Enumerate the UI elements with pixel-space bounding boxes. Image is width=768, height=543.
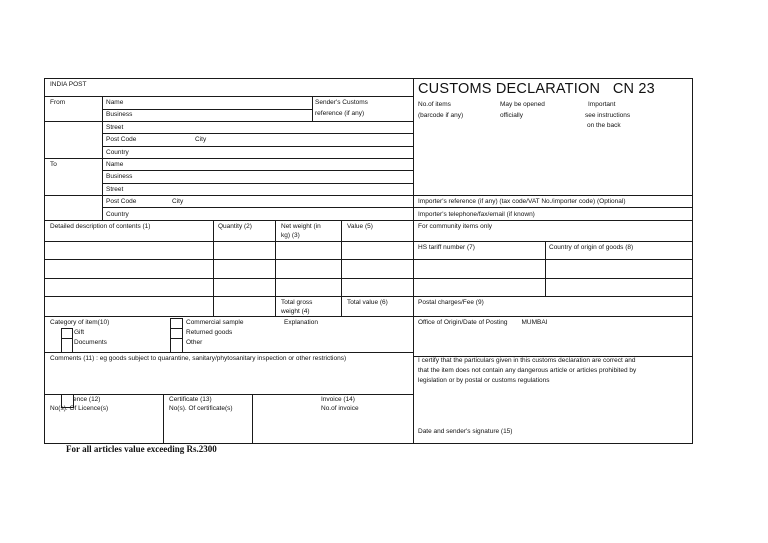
frame-top [44, 78, 693, 79]
certify-line1: I certify that the particulars given in this customs declaration are correct and [418, 357, 636, 364]
from-name-field[interactable]: Name [106, 99, 124, 106]
certify-line2: that the item does not contain any dangerous article or articles prohibited by [418, 367, 637, 374]
description-header: Detailed description of contents (1) [50, 223, 151, 230]
gift-label: Gift [74, 329, 85, 336]
postal-charges: Postal charges/Fee (9) [418, 299, 484, 306]
from-country-field[interactable]: Country [106, 149, 129, 156]
rule [102, 183, 414, 184]
to-street-field[interactable]: Street [106, 186, 124, 193]
no-items-label: No.of items [418, 101, 451, 108]
total-gross-2: weight (4) [281, 308, 310, 315]
total-gross-1: Total gross [281, 299, 313, 306]
form-title [418, 81, 655, 97]
see-instructions-label: see instructions [585, 112, 631, 119]
rule [252, 394, 253, 444]
rule [44, 352, 414, 353]
rule [102, 207, 414, 208]
footer-note: For all articles value exceeding Rs.2300 [66, 444, 217, 454]
documents-checkbox[interactable] [61, 338, 73, 353]
certify-line3: legislation or by postal or customs regulations [418, 377, 550, 384]
invoice-no-label: No.of invoice [321, 405, 359, 412]
rule [44, 121, 414, 122]
may-be-opened-label: May be opened [500, 101, 545, 108]
rule [341, 220, 342, 316]
quantity-header: Quantity (2) [218, 223, 252, 230]
to-name-field[interactable]: Name [106, 161, 124, 168]
rule [545, 241, 546, 296]
rule [413, 195, 693, 196]
value-header: Value (5) [347, 223, 373, 230]
on-the-back-label: on the back [587, 122, 621, 129]
barcode-label: (barcode if any) [418, 112, 464, 119]
rule [44, 278, 693, 279]
office-origin-value: MUMBAI [521, 319, 548, 326]
total-value: Total value (6) [347, 299, 388, 306]
invoice-label: Invoice (14) [321, 396, 355, 403]
returned-goods-label: Returned goods [186, 329, 233, 336]
rule [102, 96, 103, 220]
officially-label: officially [500, 112, 524, 119]
from-postcode-field[interactable]: Post Code [106, 136, 137, 143]
rule [275, 220, 276, 316]
category-label: Category of item(10) [50, 319, 110, 326]
signature-label: Date and sender's signature (15) [418, 428, 513, 435]
rule [44, 195, 414, 196]
rule [102, 146, 414, 147]
form-title-text: CUSTOMS DECLARATION [418, 81, 601, 97]
rule [44, 316, 693, 317]
certificate-no-label: No(s). Of certificate(s) [169, 405, 233, 412]
licence-label: ence (12) [73, 396, 101, 403]
frame-right [692, 78, 693, 444]
from-street-field[interactable]: Street [106, 124, 124, 131]
country-origin-header: Country of origin of goods (8) [549, 244, 634, 251]
community-items: For community items only [418, 223, 493, 230]
licence-no-label: No(s). Of Licence(s) [50, 405, 109, 412]
rule [102, 109, 312, 110]
certificate-label: Certificate (13) [169, 396, 212, 403]
other-checkbox[interactable] [170, 338, 183, 353]
rule [213, 220, 214, 316]
commercial-sample-label: Commercial sample [186, 319, 244, 326]
to-postcode-field[interactable]: Post Code [106, 198, 137, 205]
rule [413, 207, 693, 208]
to-city-field[interactable]: City [172, 198, 184, 205]
comments-label: Comments (11) : eg goods subject to quarantine, sanitary/phytosanitary inspection or other restrictions) [50, 355, 347, 362]
hs-tariff-header: HS tariff number (7) [418, 244, 475, 251]
important-label: Important [588, 101, 616, 108]
rule [44, 241, 693, 242]
to-country-field[interactable]: Country [106, 211, 129, 218]
importer-reference: Importer's reference (if any) (tax code/VAT No./importer code) (Optional) [418, 198, 626, 205]
importer-contact: Importer's telephone/fax/email (if known) [418, 211, 535, 218]
sender-ref-line2: reference (if any) [315, 110, 365, 117]
rule [44, 259, 693, 260]
net-weight-header-1: Net weight (in [281, 223, 321, 230]
net-weight-header-2: kg) (3) [281, 232, 300, 239]
to-label: To [50, 161, 57, 168]
explanation-label: Explanation [284, 319, 318, 326]
to-business-field[interactable]: Business [106, 173, 133, 180]
from-business-field[interactable]: Business [106, 111, 133, 118]
documents-label: Documents [74, 339, 107, 346]
rule [44, 220, 693, 221]
rule [102, 170, 414, 171]
rule [44, 296, 693, 297]
rule [163, 394, 164, 444]
office-origin-label: Office of Origin/Date of Posting [418, 319, 508, 326]
frame-left [44, 78, 45, 444]
sender-ref-line1: Sender's Customs [315, 99, 368, 106]
org-label: INDIA POST [50, 81, 87, 88]
office-origin [418, 319, 547, 327]
form-code: CN 23 [612, 81, 655, 97]
rule [44, 394, 414, 395]
other-label: Other [186, 339, 203, 346]
rule [312, 96, 313, 121]
rule [44, 96, 414, 97]
rule [102, 133, 414, 134]
from-label: From [50, 99, 66, 106]
rule [44, 158, 414, 159]
from-city-field[interactable]: City [195, 136, 207, 143]
